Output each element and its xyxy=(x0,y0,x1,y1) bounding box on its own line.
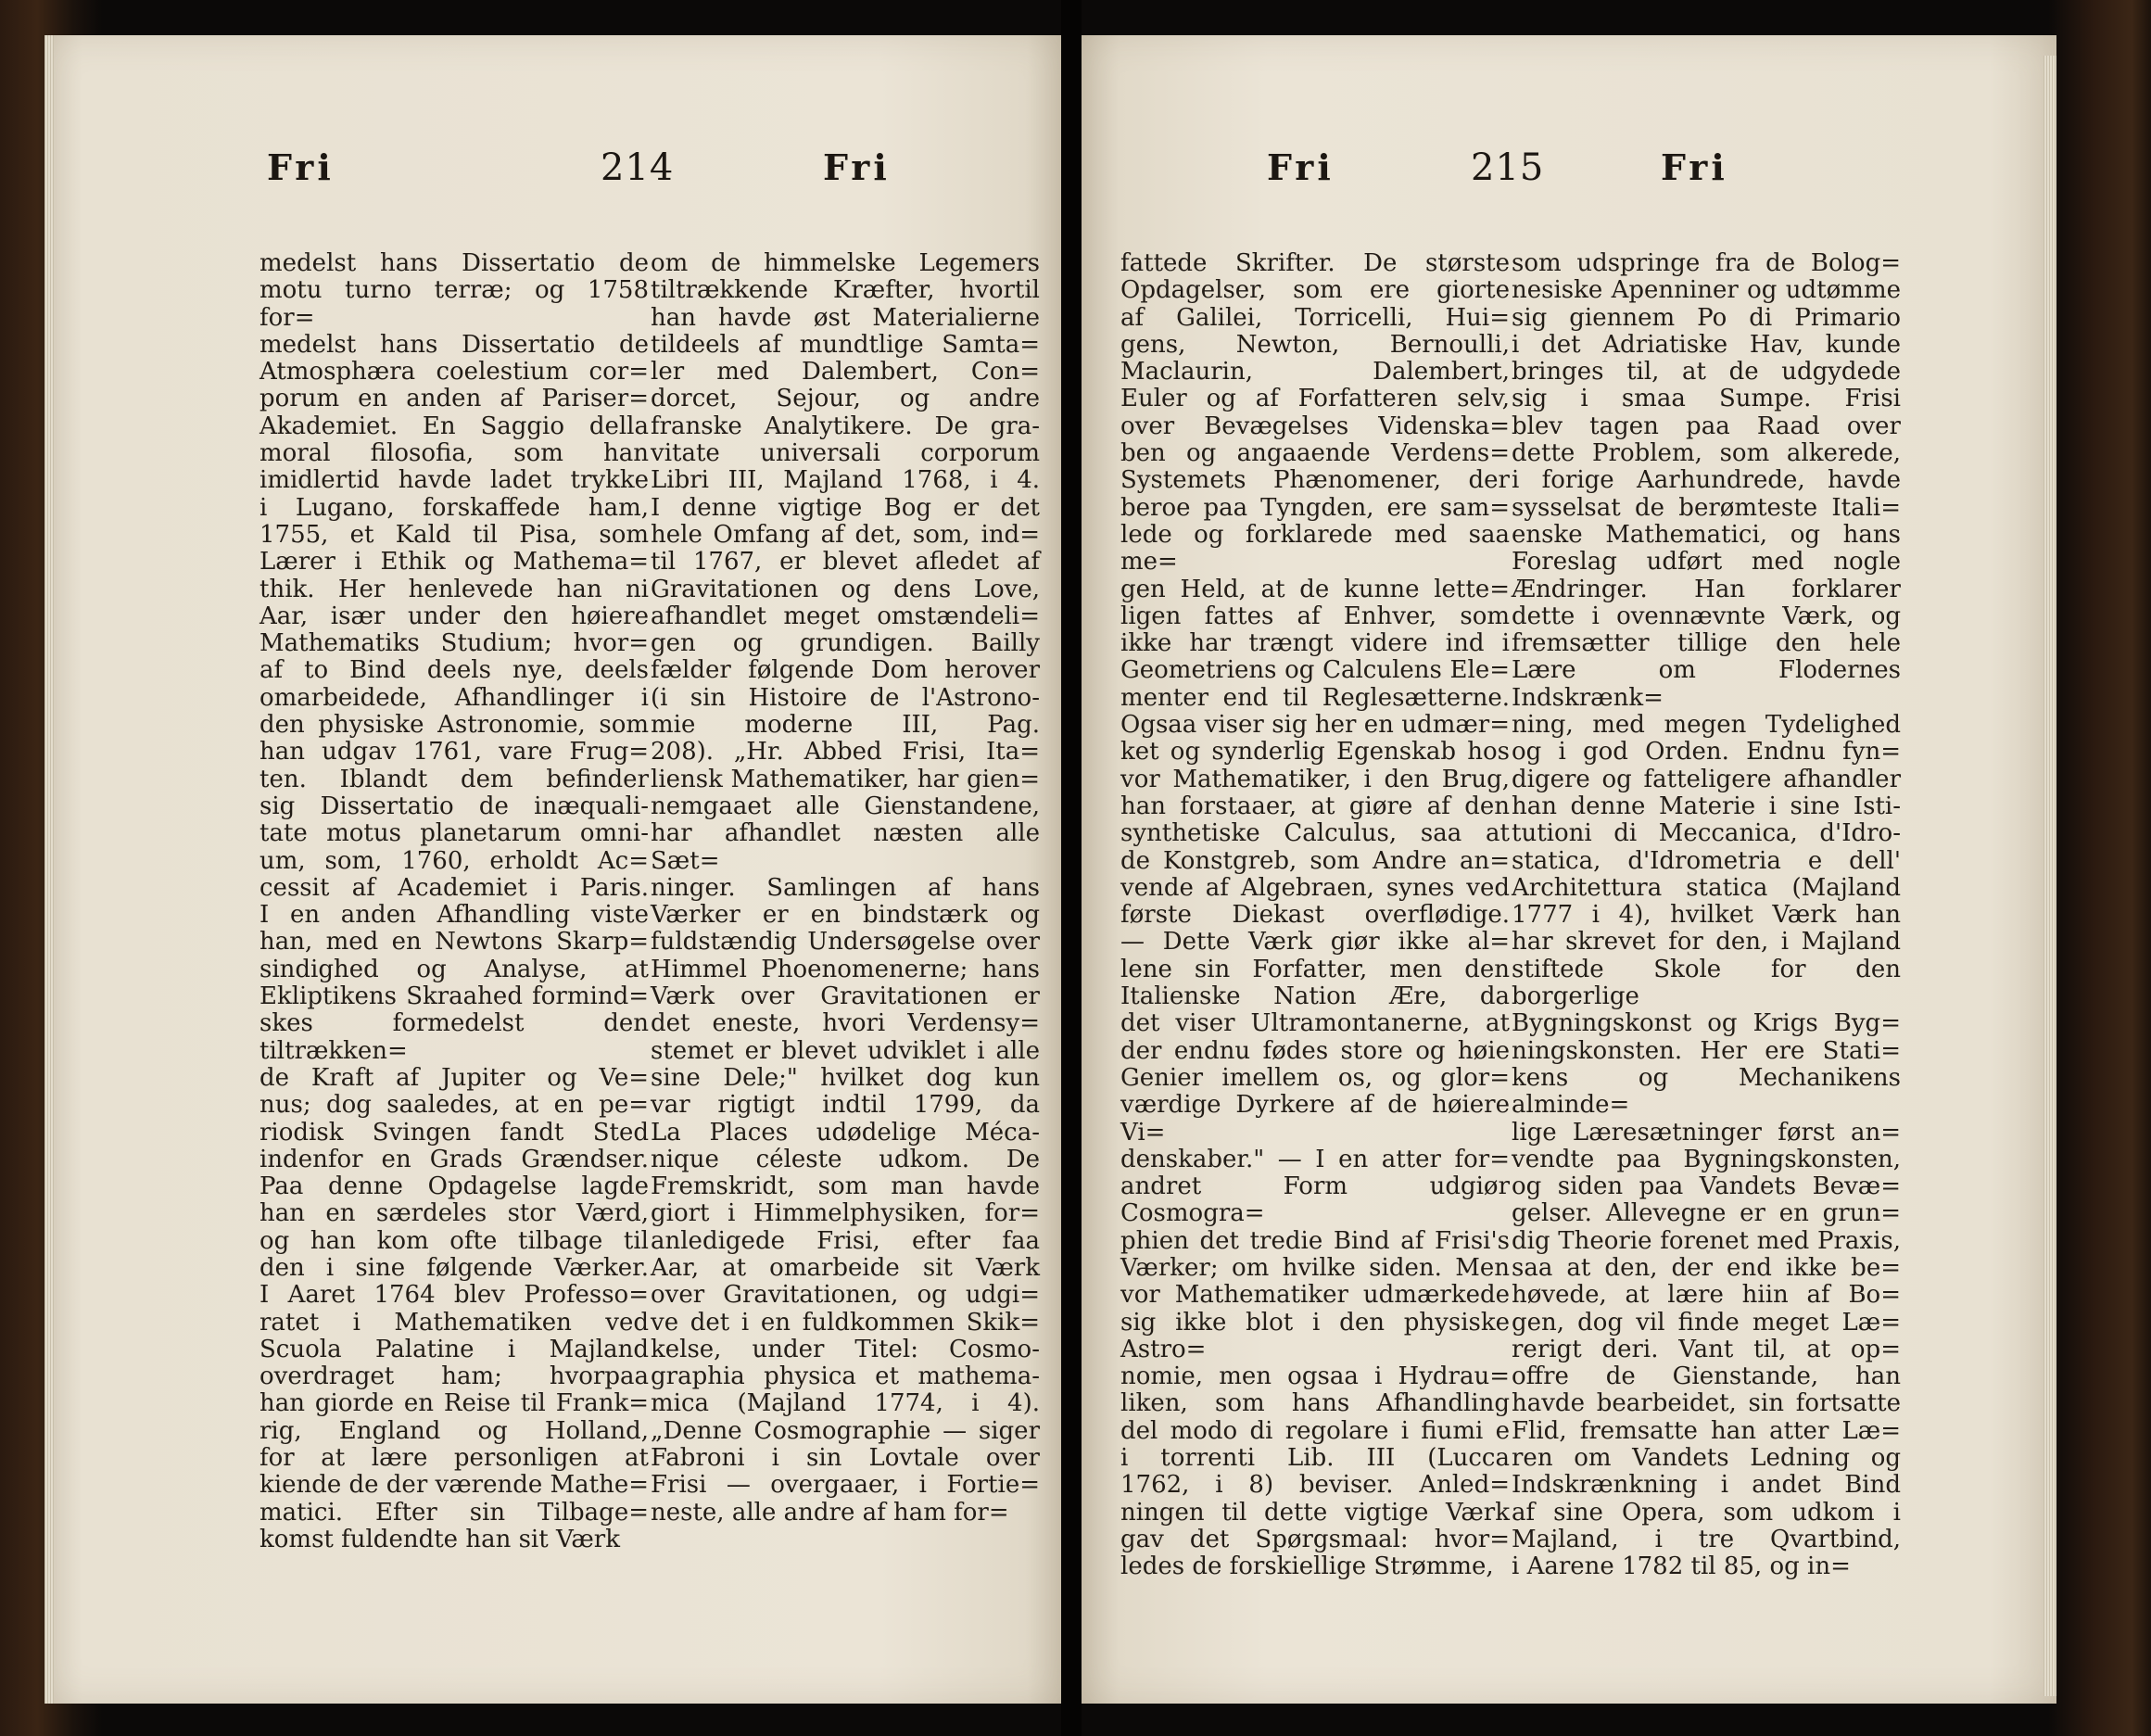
text-line: og i god Orden. Endnu fyn= xyxy=(1512,738,1901,767)
left-running-head-left: Fri xyxy=(267,146,335,188)
text-line: anledigede Frisi, efter faa xyxy=(651,1226,1040,1255)
text-line: sig Dissertatio de inæquali- xyxy=(259,792,649,820)
text-line: over Gravitationen, og udgi= xyxy=(651,1281,1040,1310)
text-line: det viser Ultramontanerne, at xyxy=(1120,1009,1510,1038)
text-line: i forige Aarhundrede, havde xyxy=(1512,466,1901,495)
text-line: han udgav 1761, vare Frug= xyxy=(259,738,649,767)
text-line: Frisi — overgaaer, i Fortie= xyxy=(651,1471,1040,1500)
text-line: I en anden Afhandling viste xyxy=(259,901,649,930)
text-line: ben og angaaende Verdens= xyxy=(1120,439,1510,468)
text-line: sig giennem Po di Primario xyxy=(1512,303,1901,332)
text-line: der endnu fødes store og høie xyxy=(1120,1036,1510,1065)
text-line: imidlertid havde ladet trykke xyxy=(259,466,649,495)
text-line: dette Problem, som alkerede, xyxy=(1512,439,1901,468)
text-line: fattede Skrifter. De største xyxy=(1120,249,1510,277)
text-line: Fabroni i sin Lovtale over xyxy=(651,1444,1040,1473)
right-page-number: 215 xyxy=(1471,146,1545,189)
text-line: beroe paa Tyngden, ere sam= xyxy=(1120,493,1510,522)
text-line: den i sine følgende Værker. xyxy=(259,1253,649,1282)
text-line: havde bearbeidet, sin fortsatte xyxy=(1512,1389,1901,1418)
text-line: Foreslag udført med nogle xyxy=(1512,548,1901,577)
text-line: af to Bind deels nye, deels xyxy=(259,656,649,685)
text-line: og han kom ofte tilbage til xyxy=(259,1226,649,1255)
text-line: Gravitationen og dens Love, xyxy=(651,575,1040,603)
text-line: i Lugano, forskaffede ham, xyxy=(259,493,649,522)
text-line: ninger. Samlingen af hans xyxy=(651,873,1040,902)
text-line: Ændringer. Han forklarer xyxy=(1512,575,1901,603)
text-line: han giorde en Reise til Frank= xyxy=(259,1389,649,1418)
text-line: om de himmelske Legemers xyxy=(651,249,1040,277)
text-line: kiende de der værende Mathe= xyxy=(259,1471,649,1500)
text-line: Euler og af Forfatteren selv, xyxy=(1120,385,1510,413)
text-line: Italienske Nation Ære, da xyxy=(1120,982,1510,1011)
text-line: fuldstændig Undersøgelse over xyxy=(651,928,1040,957)
text-line: Genier imellem os, og glor= xyxy=(1120,1063,1510,1092)
text-line: blev tagen paa Raad over xyxy=(1512,412,1901,440)
text-line: kelse, under Titel: Cosmo- xyxy=(651,1335,1040,1363)
text-line: Akademiet. En Saggio della xyxy=(259,412,649,440)
text-line: ket og synderlig Egenskab hos xyxy=(1120,738,1510,767)
text-line: ler med Dalembert, Con= xyxy=(651,358,1040,386)
text-line: Ogsaa viser sig her en udmær= xyxy=(1120,711,1510,740)
text-line: Aar, især under den høiere xyxy=(259,602,649,630)
text-line: „Denne Cosmographie — siger xyxy=(651,1416,1040,1445)
text-line: afhandlet meget omstændeli= xyxy=(651,602,1040,630)
text-line: enske Mathematici, og hans xyxy=(1512,520,1901,549)
text-line: ligen fattes af Enhver, som xyxy=(1120,602,1510,630)
text-line: ve det i en fuldkommen Skik= xyxy=(651,1308,1040,1337)
text-line: riodisk Svingen fandt Sted xyxy=(259,1118,649,1147)
text-line: bringes til, at de udgydede xyxy=(1512,358,1901,386)
left-page xyxy=(44,35,1061,1704)
text-line: phien det tredie Bind af Frisi's xyxy=(1120,1226,1510,1255)
left-page-column-1 xyxy=(259,250,649,1553)
text-line: matici. Efter sin Tilbage= xyxy=(259,1498,649,1527)
text-line: skes formedelst den tiltrækken= xyxy=(259,1009,649,1065)
text-line: rig, England og Holland, xyxy=(259,1416,649,1445)
text-line: værdige Dyrkere af de høiere Vi= xyxy=(1120,1091,1510,1147)
text-line: Majland, i tre Qvartbind, xyxy=(1512,1525,1901,1553)
text-line: nique céleste udkom. De xyxy=(651,1145,1040,1173)
text-line: um, som, 1760, erholdt Ac= xyxy=(259,846,649,875)
text-line: denskaber." — I en atter for= xyxy=(1120,1145,1510,1173)
text-line: rerigt deri. Vant til, at op= xyxy=(1512,1335,1901,1363)
text-line: 208). „Hr. Abbed Frisi, Ita= xyxy=(651,738,1040,767)
text-line: 1755, et Kald til Pisa, som xyxy=(259,520,649,549)
text-line: thik. Her henlevede han ni xyxy=(259,575,649,603)
right-page xyxy=(1082,35,2056,1704)
text-line: lene sin Forfatter, men den xyxy=(1120,955,1510,983)
text-line: Atmosphæra coelestium cor= xyxy=(259,358,649,386)
text-line: Architettura statica (Majland xyxy=(1512,873,1901,902)
text-line: vitate universali corporum xyxy=(651,439,1040,468)
text-line: La Places udødelige Méca- xyxy=(651,1118,1040,1147)
text-line: Scuola Palatine i Majland xyxy=(259,1335,649,1363)
text-line: nus; dog saaledes, at en pe= xyxy=(259,1091,649,1120)
left-page-column-2 xyxy=(651,250,1040,1527)
text-line: neste, alle andre af ham for= xyxy=(651,1498,1009,1527)
text-line: han en særdeles stor Værd, xyxy=(259,1199,649,1228)
text-line: Systemets Phænomener, der xyxy=(1120,466,1510,495)
text-line: han denne Materie i sine Isti- xyxy=(1512,792,1901,820)
text-line: af sine Opera, som udkom i xyxy=(1512,1498,1901,1527)
text-line: lige Læresætninger først an= xyxy=(1512,1118,1901,1147)
text-line: Bygningskonst og Krigs Byg= xyxy=(1512,1009,1901,1038)
text-line: medelst hans Dissertatio de xyxy=(259,330,649,359)
text-line: første Diekast overflødige. xyxy=(1120,901,1510,930)
right-running-head-left: Fri xyxy=(1267,146,1335,188)
text-line: Flid, fremsatte han atter Læ= xyxy=(1512,1416,1901,1445)
text-line: nomie, men ogsaa i Hydrau= xyxy=(1120,1362,1510,1391)
text-line: Aar, at omarbeide sit Værk xyxy=(651,1253,1040,1282)
right-page-edges xyxy=(2043,56,2056,1696)
text-line: det eneste, hvori Verdensy= xyxy=(651,1009,1040,1038)
text-line: fremsætter tillige den hele xyxy=(1512,629,1901,658)
text-line: medelst hans Dissertatio de xyxy=(259,249,649,277)
text-line: I Aaret 1764 blev Professo= xyxy=(259,1281,649,1310)
text-line: liensk Mathematiker, har gien= xyxy=(651,765,1040,793)
text-line: Lære om Flodernes Indskrænk= xyxy=(1512,656,1901,712)
text-line: han, med en Newtons Skarp= xyxy=(259,928,649,957)
text-line: Ekliptikens Skraahed formind= xyxy=(259,982,649,1011)
text-line: den physiske Astronomie, som xyxy=(259,711,649,740)
text-line: vor Mathematiker, i den Brug, xyxy=(1120,765,1510,793)
text-line: mica (Majland 1774, i 4). xyxy=(651,1389,1040,1418)
text-line: gelser. Allevegne er en grun= xyxy=(1512,1199,1901,1228)
text-line: over Bevægelses Videnska= xyxy=(1120,412,1510,440)
left-page-number: 214 xyxy=(601,146,675,189)
text-line: til 1767, er blevet afledet af xyxy=(651,548,1040,577)
text-line: Lærer i Ethik og Mathema= xyxy=(259,548,649,577)
text-line: Værk over Gravitationen er xyxy=(651,982,1040,1011)
text-line: tiltrækkende Kræfter, hvortil xyxy=(651,276,1040,305)
text-line: dig Theorie forenet med Praxis, xyxy=(1512,1226,1901,1255)
right-page-column-1 xyxy=(1120,250,1510,1581)
text-line: overdraget ham; hvorpaa xyxy=(259,1362,649,1391)
text-line: cessit af Academiet i Paris. xyxy=(259,873,649,902)
text-line: Værker; om hvilke siden. Men xyxy=(1120,1253,1510,1282)
text-line: ningen til dette vigtige Værk xyxy=(1120,1498,1510,1527)
text-line: ratet i Mathematiken ved xyxy=(259,1308,649,1337)
text-line: ningskonsten. Her ere Stati= xyxy=(1512,1036,1901,1065)
text-line: af Galilei, Torricelli, Hui= xyxy=(1120,303,1510,332)
text-line: sine Dele;" hvilket dog kun xyxy=(651,1063,1040,1092)
text-line: offre de Gienstande, han xyxy=(1512,1362,1901,1391)
text-line: tildeels af mundtlige Samta= xyxy=(651,330,1040,359)
text-line: dette i ovennævnte Værk, og xyxy=(1512,602,1901,630)
text-line: 1777 i 4), hvilket Værk han xyxy=(1512,901,1901,930)
text-line: statica, d'Idrometria e dell' xyxy=(1512,846,1901,875)
left-page-edges xyxy=(44,35,54,1704)
text-line: tate motus planetarum omni- xyxy=(259,819,649,848)
text-line: i det Adriatiske Hav, kunde xyxy=(1512,330,1901,359)
text-line: Mathematiks Studium; hvor= xyxy=(259,629,649,658)
text-line: fælder følgende Dom herover xyxy=(651,656,1040,685)
text-line: franske Analytikere. De gra- xyxy=(651,412,1040,440)
text-line: hele Omfang af det, som, ind= xyxy=(651,520,1040,549)
text-line: han havde øst Materialierne xyxy=(651,303,1040,332)
text-line: sindighed og Analyse, at xyxy=(259,955,649,983)
text-line: ren om Vandets Ledning og xyxy=(1512,1444,1901,1473)
text-line: motu turno terræ; og 1758 for= xyxy=(259,276,649,332)
text-line: var rigtigt indtil 1799, da xyxy=(651,1091,1040,1120)
text-line: digere og fatteligere afhandler xyxy=(1512,765,1901,793)
text-line: som udspringe fra de Bolog= xyxy=(1512,249,1901,277)
text-line: synthetiske Calculus, saa at xyxy=(1120,819,1510,848)
text-line: andret Form udgiør Cosmogra= xyxy=(1120,1172,1510,1228)
text-line: (i sin Histoire de l'Astrono- xyxy=(651,683,1040,712)
text-line: Maclaurin, Dalembert, xyxy=(1120,358,1510,386)
text-line: høvede, at lære hiin af Bo= xyxy=(1512,1281,1901,1310)
text-line: del modo di regolare i fiumi e xyxy=(1120,1416,1510,1445)
text-line: Opdagelser, som ere giorte xyxy=(1120,276,1510,305)
text-line: har skrevet for den, i Majland xyxy=(1512,928,1901,957)
text-line: Paa denne Opdagelse lagde xyxy=(259,1172,649,1201)
text-line: for at lære personligen at xyxy=(259,1444,649,1473)
text-line: har afhandlet næsten alle Sæt= xyxy=(651,819,1040,875)
text-line: mie moderne III, Pag. xyxy=(651,711,1040,740)
book-spine-gap xyxy=(1061,0,1082,1736)
text-line: han forstaaer, at giøre af den xyxy=(1120,792,1510,820)
text-line: nemgaaet alle Gienstandene, xyxy=(651,792,1040,820)
text-line: porum en anden af Pariser= xyxy=(259,385,649,413)
text-line: giort i Himmelphysiken, for= xyxy=(651,1199,1040,1228)
text-line: gen Held, at de kunne lette= xyxy=(1120,575,1510,603)
text-line: vende af Algebraen, synes ved xyxy=(1120,873,1510,902)
text-line: graphia physica et mathema- xyxy=(651,1362,1040,1391)
text-line: lede og forklarede med saa me= xyxy=(1120,520,1510,577)
text-line: gen, dog vil finde meget Læ= xyxy=(1512,1308,1901,1337)
text-line: tutioni di Meccanica, d'Idro- xyxy=(1512,819,1901,848)
text-line: i torrenti Lib. III (Lucca xyxy=(1120,1444,1510,1473)
text-line: gens, Newton, Bernoulli, xyxy=(1120,330,1510,359)
text-line: vor Mathematiker udmærkede xyxy=(1120,1281,1510,1310)
text-line: de Kraft af Jupiter og Ve= xyxy=(259,1063,649,1092)
text-line: sig i smaa Sumpe. Frisi xyxy=(1512,385,1901,413)
text-line: gen og grundigen. Bailly xyxy=(651,629,1040,658)
text-line: menter end til Reglesætterne. xyxy=(1120,683,1510,712)
text-line: Libri III, Majland 1768, i 4. xyxy=(651,466,1040,495)
text-line: ledes de forskiellige Strømme, xyxy=(1120,1552,1494,1581)
text-line: stemet er blevet udviklet i alle xyxy=(651,1036,1040,1065)
text-line: dorcet, Sejour, og andre xyxy=(651,385,1040,413)
text-line: nesiske Apenniner og udtømme xyxy=(1512,276,1901,305)
left-running-head-right: Fri xyxy=(823,146,891,188)
text-line: 1762, i 8) beviser. Anled= xyxy=(1120,1471,1510,1500)
text-line: sysselsat de berømteste Itali= xyxy=(1512,493,1901,522)
text-line: moral filosofia, som han xyxy=(259,439,649,468)
text-line: gav det Spørgsmaal: hvor= xyxy=(1120,1525,1510,1553)
text-line: i Aarene 1782 til 85, og in= xyxy=(1512,1552,1851,1581)
text-line: omarbeidede, Afhandlinger i xyxy=(259,683,649,712)
text-line: — Dette Værk giør ikke al= xyxy=(1120,928,1510,957)
text-line: Geometriens og Calculens Ele= xyxy=(1120,656,1510,685)
right-running-head-right: Fri xyxy=(1661,146,1728,188)
text-line: stiftede Skole for den borgerlige xyxy=(1512,955,1901,1011)
text-line: og siden paa Vandets Bevæ= xyxy=(1512,1172,1901,1201)
text-line: Indskrænkning i andet Bind xyxy=(1512,1471,1901,1500)
text-line: de Konstgreb, som Andre an= xyxy=(1120,846,1510,875)
text-line: kens og Mechanikens alminde= xyxy=(1512,1063,1901,1120)
text-line: sig ikke blot i den physiske Astro= xyxy=(1120,1308,1510,1363)
text-line: vendte paa Bygningskonsten, xyxy=(1512,1145,1901,1173)
text-line: ning, med megen Tydelighed xyxy=(1512,711,1901,740)
text-line: Fremskridt, som man havde xyxy=(651,1172,1040,1201)
text-line: indenfor en Grads Grændser. xyxy=(259,1145,649,1173)
text-line: ten. Iblandt dem befinder xyxy=(259,765,649,793)
text-line: saa at den, der end ikke be= xyxy=(1512,1253,1901,1282)
text-line: komst fuldendte han sit Værk xyxy=(259,1525,620,1553)
text-line: Himmel Phoenomenerne; hans xyxy=(651,955,1040,983)
right-page-column-2 xyxy=(1512,250,1901,1581)
text-line: ikke har trængt videre ind i xyxy=(1120,629,1510,658)
text-line: liken, som hans Afhandling xyxy=(1120,1389,1510,1418)
text-line: Værker er en bindstærk og xyxy=(651,901,1040,930)
text-line: I denne vigtige Bog er det xyxy=(651,493,1040,522)
